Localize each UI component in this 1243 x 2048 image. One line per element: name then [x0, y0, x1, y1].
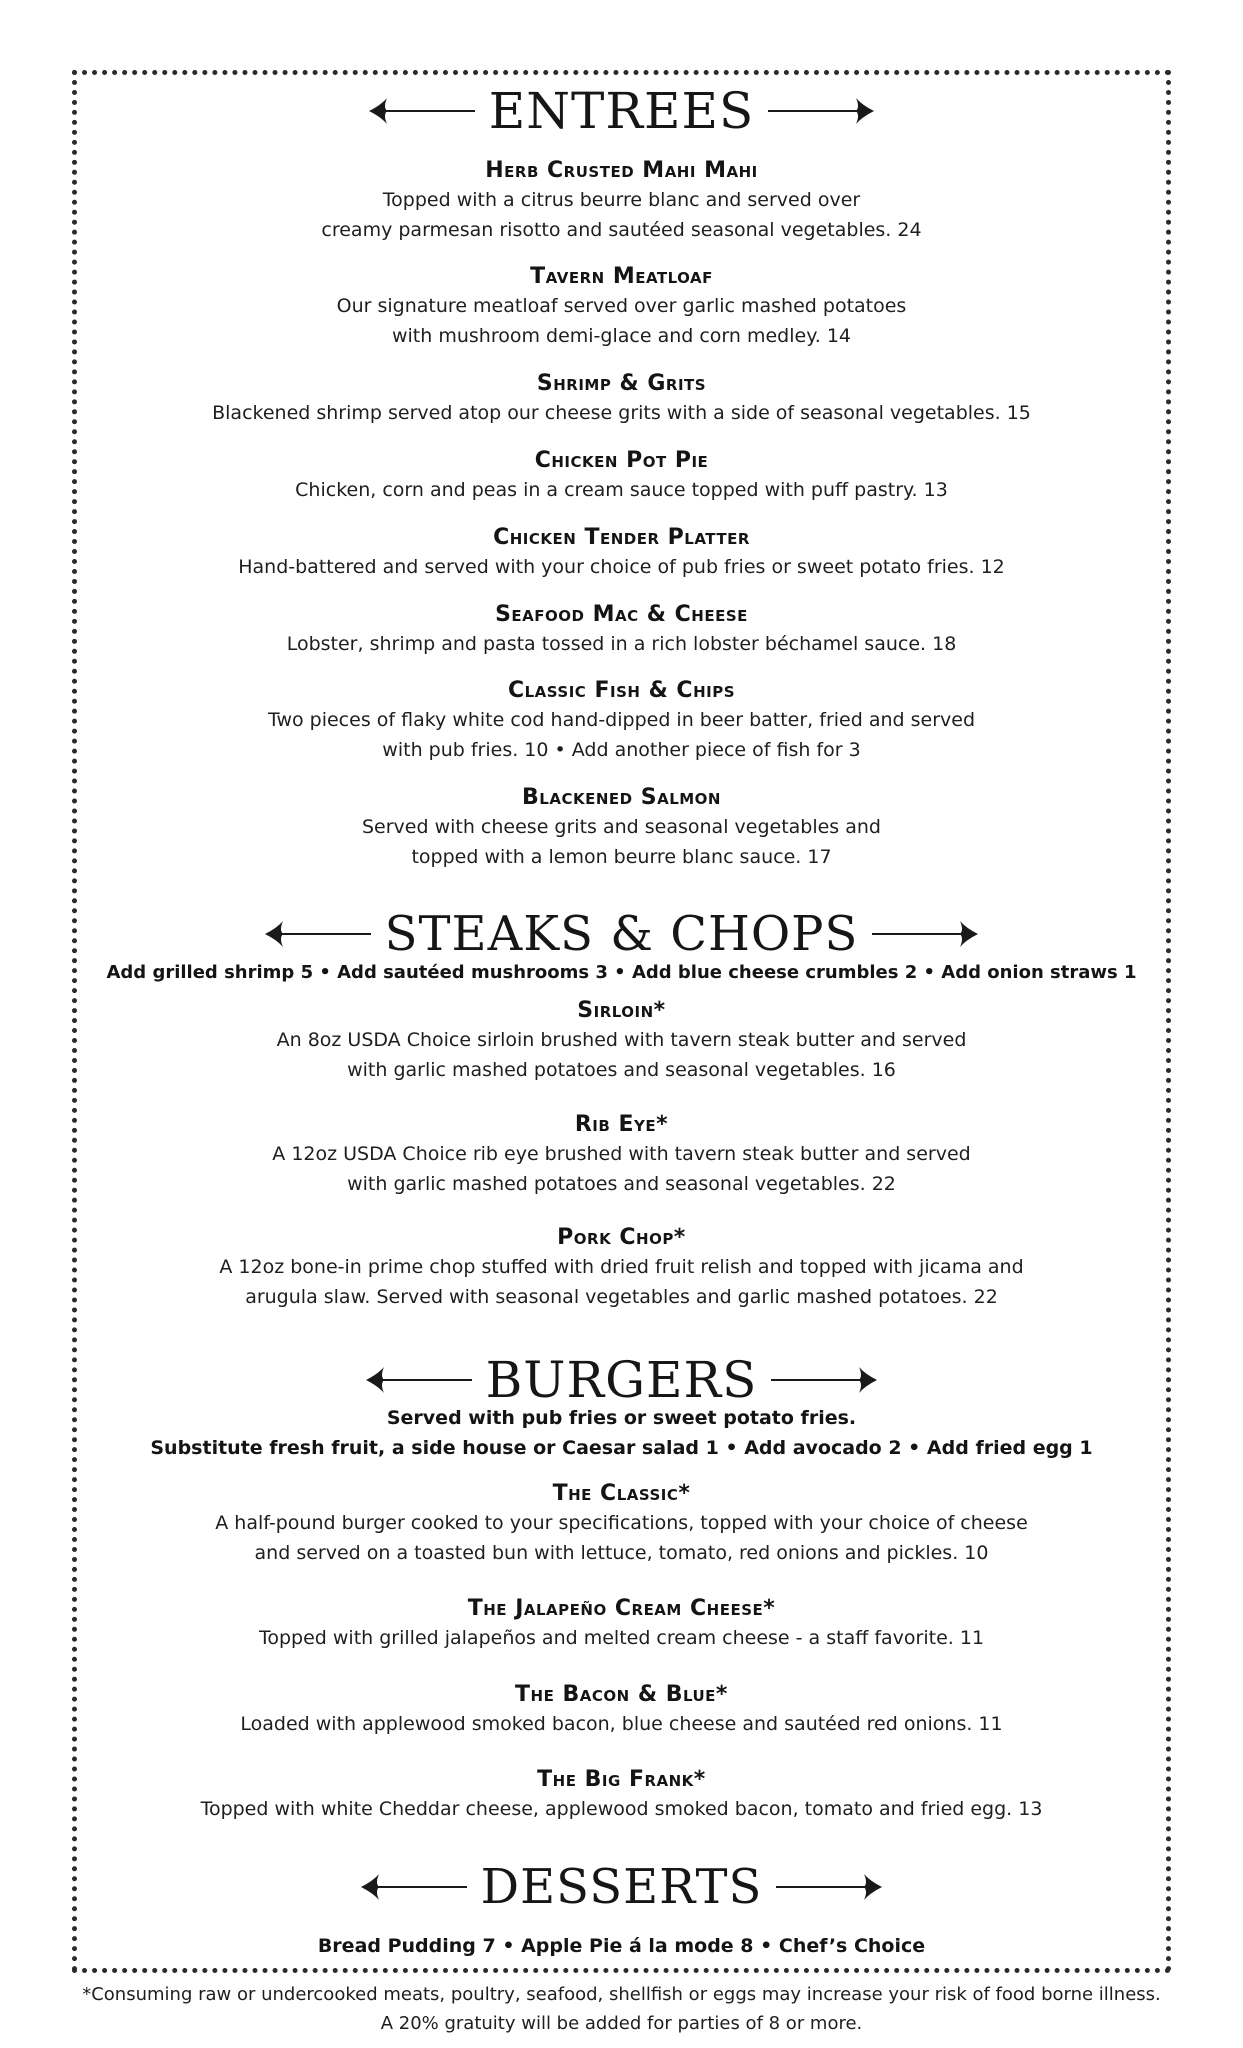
item-description: Our signature meatloaf served over garlic mashed potatoes with mushroom demi-glace and corn medley. 14 [336, 295, 907, 347]
item-description: Two pieces of flaky white cod hand-dipped in beer batter, fried and served with pub fries. 10 • Add another piece of fish for 3 [267, 709, 976, 761]
menu-item [0, 447, 1243, 505]
section-title: STEAKS & CHOPS [384, 906, 859, 962]
item-description: Blackened shrimp served atop our cheese grits with a side of seasonal vegetables. 15 [212, 402, 1031, 424]
menu-item [0, 263, 1243, 351]
menu-item [0, 1681, 1243, 1739]
item-name: The Bacon & Blue* [515, 1682, 728, 1707]
item-name: Classic Fish & Chips [507, 678, 736, 703]
section-title: ENTREES [488, 82, 755, 140]
item-description: Topped with a citrus beurre blanc and served over creamy parmesan risotto and sautéed seasonal vegetables. 24 [321, 189, 922, 241]
section-title: DESSERTS [480, 1859, 763, 1915]
item-description: A 12oz USDA Choice rib eye brushed with tavern steak butter and served with garlic mashed potatoes and seasonal vegetables. 22 [272, 1143, 971, 1195]
item-name: Pork Chop* [557, 1225, 686, 1250]
burgers-heading [0, 1351, 1243, 1409]
item-description: Lobster, shrimp and pasta tossed in a rich lobster béchamel sauce. 18 [286, 633, 957, 655]
item-name: Chicken Tender Platter [493, 525, 750, 550]
dessert-list: Bread Pudding 7 • Apple Pie á la mode 8 • Chef’s Choice [317, 1935, 926, 1957]
desserts-heading [0, 1859, 1243, 1915]
burger-addons: Substitute fresh fruit, a side house or Caesar salad 1 • Add avocado 2 • Add fried egg 1 [150, 1437, 1093, 1459]
right-arrow-ornament-icon [769, 1365, 879, 1395]
item-name: Herb Crusted Mahi Mahi [485, 158, 758, 183]
menu-item [0, 524, 1243, 582]
steaks-heading [0, 906, 1243, 962]
health-warning: *Consuming raw or undercooked meats, poultry, seafood, shellfish or eggs may increase your risk of food borne illness. [82, 1984, 1161, 2005]
gratuity-note: A 20% gratuity will be added for parties of 8 or more. [380, 2013, 863, 2034]
item-description: Loaded with applewood smoked bacon, blue cheese and sautéed red onions. 11 [240, 1713, 1003, 1735]
left-arrow-ornament-icon [359, 1872, 469, 1902]
entrees-heading [0, 82, 1243, 140]
item-name: Tavern Meatloaf [530, 264, 713, 289]
item-description: A half-pound burger cooked to your specifications, topped with your choice of cheese and served on a toasted bun with lettuce, tomato, red onions and pickles. 10 [215, 1512, 1028, 1564]
menu-item [0, 1595, 1243, 1653]
right-arrow-ornament-icon [766, 96, 876, 126]
menu-item [0, 1224, 1243, 1312]
item-name: Rib Eye* [574, 1112, 669, 1137]
item-name: Shrimp & Grits [536, 371, 707, 396]
item-name: The Jalapeño Cream Cheese* [467, 1596, 776, 1621]
item-description: Hand-battered and served with your choice of pub fries or sweet potato fries. 12 [238, 556, 1005, 578]
item-name: Chicken Pot Pie [534, 448, 709, 473]
menu-item [0, 997, 1243, 1085]
menu-item [0, 601, 1243, 659]
left-arrow-ornament-icon [367, 96, 477, 126]
left-arrow-ornament-icon [364, 1365, 474, 1395]
menu-item [0, 784, 1243, 872]
item-description: A 12oz bone-in prime chop stuffed with dried fruit relish and topped with jicama and arugula slaw. Served with seasonal vegetables and garlic mashed potatoes. 22 [219, 1256, 1024, 1308]
item-name: Blackened Salmon [522, 785, 721, 810]
menu-item [0, 370, 1243, 428]
right-arrow-ornament-icon [870, 919, 980, 949]
item-description: Chicken, corn and peas in a cream sauce topped with puff pastry. 13 [295, 479, 948, 501]
menu-item [0, 1111, 1243, 1199]
menu-item [0, 157, 1243, 245]
item-description: Topped with white Cheddar cheese, applewood smoked bacon, tomato and fried egg. 13 [200, 1798, 1043, 1820]
menu-item [0, 677, 1243, 765]
burger-sides-note: Served with pub fries or sweet potato fries. [386, 1407, 857, 1429]
item-name: Seafood Mac & Cheese [495, 602, 748, 627]
right-arrow-ornament-icon [774, 1872, 884, 1902]
item-name: The Big Frank* [537, 1767, 706, 1792]
left-arrow-ornament-icon [263, 919, 373, 949]
item-name: The Classic* [552, 1481, 691, 1506]
menu-item [0, 1766, 1243, 1824]
steak-addons: Add grilled shrimp 5 • Add sautéed mushrooms 3 • Add blue cheese crumbles 2 • Add onion straws 1 [106, 962, 1137, 983]
item-description: An 8oz USDA Choice sirloin brushed with tavern steak butter and served with garlic mashed potatoes and seasonal vegetables. 16 [276, 1029, 967, 1081]
menu-item [0, 1480, 1243, 1568]
item-name: Sirloin* [577, 998, 666, 1023]
section-title: BURGERS [485, 1351, 758, 1409]
item-description: Topped with grilled jalapeños and melted cream cheese - a staff favorite. 11 [258, 1627, 985, 1649]
item-description: Served with cheese grits and seasonal vegetables and topped with a lemon beurre blanc sauce. 17 [361, 816, 881, 868]
